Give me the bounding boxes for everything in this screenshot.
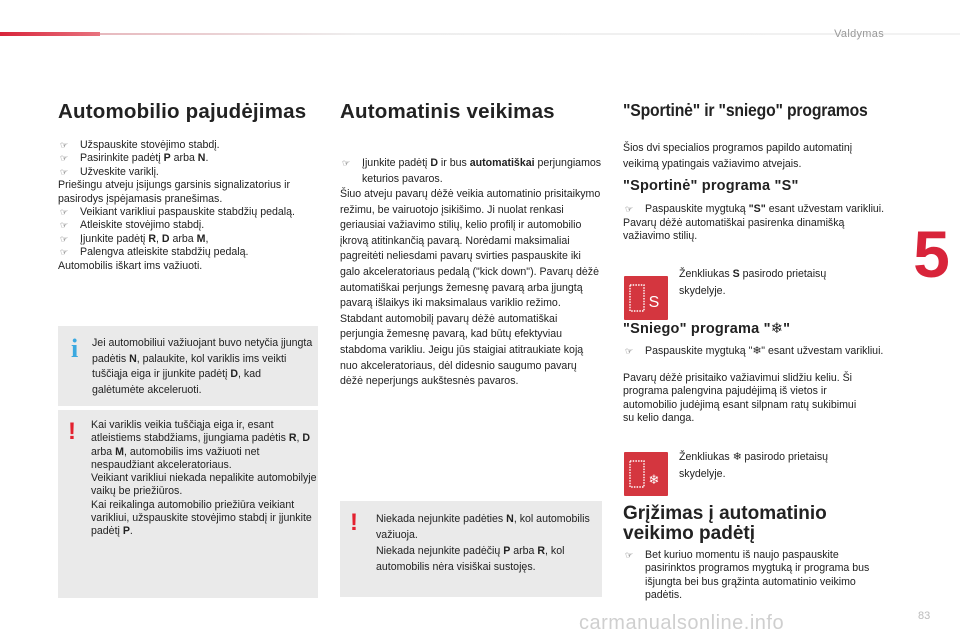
warning-text: Kai variklis veikia tuščiąja eiga ir, esant atleistiems stabdžiams, įjungiama padėtis R, D arba M, automobilis ims važiuoti net nespaudžiant akceleratoriaus. Veikiant varikliui niekada nepalikite automobilyje vaikų be priežiūros. Kai reikalinga automobilio priežiūra veikiant varikliui, užspauskite stovėjimo stabdį ir įjunkite padėtį P. [91, 419, 317, 538]
snow-list [623, 345, 885, 358]
info-text: Jei automobiliui važiuojant buvo netyčia įjungta padėtis N, palaukite, kol variklis ims veikti tuščiąja eiga ir įjunkite padėtį D, kad galėtumėte akceleruoti. [92, 337, 313, 396]
warning-box [58, 410, 318, 598]
paragraph: Automobilis iškart ims važiuoti. [58, 259, 203, 272]
list-item: ☞ Bet kuriuo momentu iš naujo paspauskite pasirinktos programos mygtuką ir programa bus išjungta bei bus grąžinta automatinio veikimo padėtis. [625, 549, 870, 602]
column-pajudejimas [58, 100, 320, 273]
pointer-icon: ☞ [625, 346, 634, 356]
list-item: ☞ Įjunkite padėtį R, D arba M, [60, 232, 209, 245]
section-title-automatinis: Automatinis veikimas [340, 100, 555, 123]
pointer-icon: ☞ [60, 220, 69, 231]
pointer-icon: ☞ [60, 233, 69, 244]
display-s-icon [624, 276, 668, 320]
section-label: Valdymas [834, 28, 884, 40]
display-snow-icon [624, 452, 668, 496]
snow-heading: "Sniego" programa "❄" [623, 321, 791, 337]
warning-box-2 [340, 501, 602, 597]
list-item: ☞ Įjunkite padėtį D ir bus automatiškai perjungiamos keturios pavaros. [342, 157, 602, 185]
pointer-icon: ☞ [60, 153, 69, 164]
sport-indicator-display [624, 276, 668, 320]
steps-list-b [58, 206, 320, 260]
list-item: ☞ Paspauskite mygtuką "❄" esant užvestam varikliui. [625, 345, 884, 357]
section-title-programos: "Sportinė" ir "sniego" programos [623, 100, 868, 120]
info-icon: i [71, 334, 79, 363]
auto-list [340, 156, 602, 187]
pointer-icon: ☞ [60, 166, 69, 177]
snow-indicator-text: Ženkliukas ❄ pasirodo prietaisų skydelyje. [679, 451, 829, 480]
chapter-number: 5 [913, 217, 950, 291]
pointer-icon: ☞ [625, 204, 634, 215]
programs-intro: Šios dvi specialios programos papildo automatinį veikimą ypatingais važiavimo atvejais. [623, 142, 853, 170]
section-title-pajudejimas: Automobilio pajudėjimas [58, 100, 307, 123]
header-rule [100, 33, 960, 35]
paragraph: Priešingu atveju įsijungs garsinis signalizatorius ir pasirodys įspėjamasis pranešimas. [58, 179, 290, 205]
pointer-icon: ☞ [60, 207, 69, 218]
column-automatinis [340, 100, 602, 390]
sport-body: Pavarų dėžė automatiškai pasirenka dinamišką važiavimo stilių. [623, 216, 845, 242]
sport-indicator-text: Ženkliukas S pasirodo prietaisų skydelyje. [679, 268, 827, 297]
list-item: ☞ Palengva atleiskite stabdžių pedalą. [60, 246, 249, 259]
steps-list [58, 139, 320, 273]
column-programos [623, 100, 885, 243]
auto-body: Šiuo atveju pavarų dėžė veikia automatinio prisitaikymo režimu, be vairuotojo įsikišimo. Ji nuolat renkasi geriausiai važiavimo stilių, kelio profilį ir automobilio įkrovą atitinkančią pavarą. Norėdami maksimaliai pagreitėti neliesdami pavarų svirties paspauskite iki galo akceleratoriaus pedalą ("kick down"). Pavarų dėžė automatiškai perjungs žemesnę pavarą arba įjungtą pavarą išlaikys iki maksimalaus variklio režimo. Stabdant automobilį pavarų dėžė automatiškai perjungia žemesnę pavarą, kad būtų efektyviau stabdoma varikliu. Jeigu jūs staigiai atitraukiate koją nuo akceleratoriaus, dėl didesnio saugumo pavarų dėžė neperjungs aukštesnės pavaros. [340, 188, 601, 388]
pointer-icon: ☞ [60, 247, 69, 258]
pointer-icon: ☞ [342, 158, 351, 168]
header-accent-bar [0, 32, 100, 36]
list-item: ☞ Paspauskite mygtuką "S" esant užvestam varikliui. [625, 203, 885, 216]
list-item: ☞ Veikiant varikliui paspauskite stabdžių pedalą. [60, 206, 295, 219]
warning-icon: ! [68, 418, 76, 445]
return-heading: Grįžimas į automatinio veikimo padėtį [623, 503, 827, 544]
list-item: ☞ Atleiskite stovėjimo stabdį. [60, 219, 205, 232]
warning-icon: ! [350, 509, 358, 536]
sport-list [623, 203, 885, 216]
page-number: 83 [918, 610, 931, 622]
snow-body: Pavarų dėžė prisitaiko važiavimui slidžiu keliu. Ši programa palengvina pajudėjimą iš vietos ir automobilio judėjimą esant silpnam ratų sukibimui su kelio danga. [623, 372, 857, 425]
list-item: ☞ Užveskite variklį. [60, 165, 159, 178]
info-box [58, 326, 318, 406]
pointer-icon: ☞ [60, 140, 69, 150]
svg-text:❄: ❄ [648, 473, 660, 488]
svg-text:S: S [648, 294, 660, 311]
watermark: carmanualsonline.info [579, 612, 785, 634]
sport-heading: "Sportinė" programa "S" [623, 178, 799, 195]
list-item: ☞ Užspauskite stovėjimo stabdį. [60, 139, 220, 151]
steps-list-a [58, 139, 320, 179]
snow-indicator-display [624, 452, 668, 496]
list-item: ☞ Pasirinkite padėtį P arba N. [60, 152, 209, 165]
pointer-icon: ☞ [625, 550, 634, 560]
return-list [623, 549, 885, 603]
warning-text-2: Niekada nejunkite padėties N, kol automobilis važiuoja. Niekada nejunkite padėčių P arba R, kol automobilis nėra visiškai sustojęs. [376, 513, 590, 573]
